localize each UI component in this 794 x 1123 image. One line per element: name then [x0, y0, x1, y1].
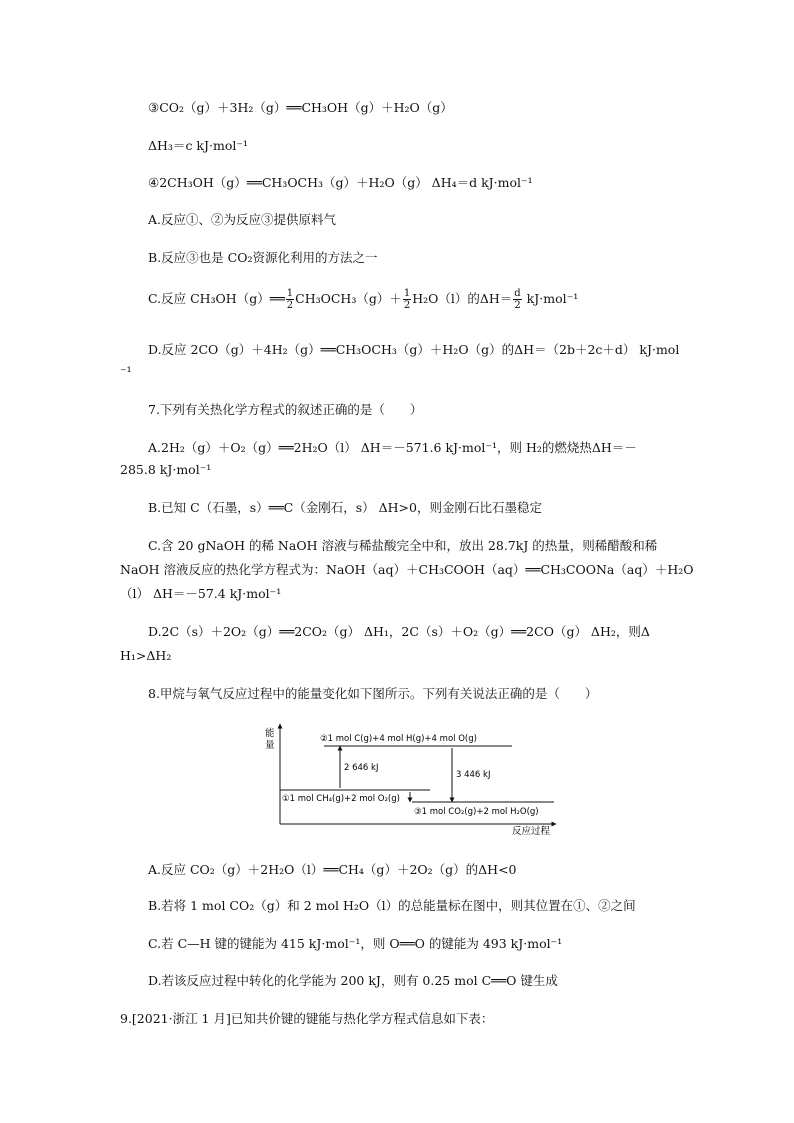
q6-option-a: A.反应①、②为反应③提供原料气: [148, 212, 337, 227]
energy-diagram: [262, 720, 562, 838]
q6-option-d-cont: ⁻¹: [120, 364, 132, 379]
q9-stem: 9.[2021·浙江 1 月]已知共价键的键能与热化学方程式信息如下表：: [120, 1011, 494, 1026]
fraction-denominator: 2: [514, 300, 521, 311]
q7-stem: 7.下列有关热化学方程式的叙述正确的是（ ）: [148, 402, 423, 417]
q6-option-b: B.反应③也是 CO₂资源化利用的方法之一: [148, 250, 378, 265]
q6-c-text-1: C.反应 CH₃OH（g）══: [148, 291, 285, 306]
energy-level-3-label: ③1 mol CO₂(g)+2 mol H₂O(g): [414, 807, 539, 817]
q6-c-text-3: H₂O（l）的ΔH＝: [412, 291, 513, 306]
x-axis-label: 反应过程: [512, 826, 551, 837]
y-axis-label-2: 量: [265, 740, 275, 751]
q6-c-text-4: kJ·mol⁻¹: [522, 291, 579, 306]
y-axis-label-1: 能: [265, 728, 275, 739]
fraction-half-2: [403, 288, 411, 311]
q8-option-d: D.若该反应过程中转化的化学能为 200 kJ，则有 0.25 mol C══O 键生成: [148, 973, 558, 988]
q8-option-b: B.若将 1 mol CO₂（g）和 2 mol H₂O（l）的总能量标在图中，则其位置在①、②之间: [148, 898, 636, 913]
q6-c-text-2: CH₃OCH₃（g）＋: [295, 291, 402, 306]
reaction-4: ④2CH₃OH（g）══CH₃OCH₃（g）＋H₂O（g） ΔH₄＝d kJ·mol⁻¹: [148, 175, 533, 190]
fraction-numerator: 1: [403, 288, 411, 299]
q7-option-d-cont: H₁>ΔH₂: [120, 648, 172, 663]
gap-label-2: 3 446 kJ: [456, 770, 491, 780]
q7-option-a: A.2H₂（g）＋O₂（g）══2H₂O（l） ΔH＝－571.6 kJ·mol⁻¹，则 H₂的燃烧热ΔH＝－: [148, 440, 637, 455]
q8-option-c: C.若 C—H 键的键能为 415 kJ·mol⁻¹，则 O══O 的键能为 493 kJ·mol⁻¹: [148, 936, 563, 951]
fraction-d-half: [513, 288, 521, 311]
energy-level-1-label: ①1 mol CH₄(g)+2 mol O₂(g): [282, 794, 400, 804]
q7-option-c: C.含 20 gNaOH 的稀 NaOH 溶液与稀盐酸完全中和，放出 28.7kJ 的热量，则稀醋酸和稀: [148, 538, 658, 553]
reaction-3: ③CO₂（g）＋3H₂（g）══CH₃OH（g）＋H₂O（g）: [148, 100, 453, 115]
q8-option-a: A.反应 CO₂（g）＋2H₂O（l）══CH₄（g）＋2O₂（g）的ΔH<0: [148, 862, 517, 877]
q7-option-c-cont2: （l） ΔH＝－57.4 kJ·mol⁻¹: [120, 586, 282, 601]
gap-label-1: 2 646 kJ: [344, 763, 379, 773]
energy-level-2-label: ②1 mol C(g)+4 mol H(g)+4 mol O(g): [320, 734, 477, 744]
q7-option-b: B.已知 C（石墨，s）══C（金刚石，s） ΔH>0，则金刚石比石墨稳定: [148, 500, 542, 515]
fraction-half-1: [286, 288, 294, 311]
q8-stem: 8.甲烷与氧气反应过程中的能量变化如下图所示。下列有关说法正确的是（ ）: [148, 686, 598, 701]
q7-option-d: D.2C（s）＋2O₂（g）══2CO₂（g） ΔH₁，2C（s）＋O₂（g）══2CO（g） ΔH₂，则Δ: [148, 624, 650, 639]
fraction-numerator: d: [514, 288, 521, 299]
q7-option-a-cont: 285.8 kJ·mol⁻¹: [120, 462, 212, 477]
reaction-3-enthalpy: ΔH₃＝c kJ·mol⁻¹: [148, 138, 248, 153]
fraction-denominator: 2: [286, 300, 294, 311]
q6-option-d: D.反应 2CO（g）＋4H₂（g）══CH₃OCH₃（g）＋H₂O（g）的ΔH＝（2b＋2c＋d） kJ·mol: [148, 342, 680, 357]
q6-option-c: [148, 288, 578, 311]
q7-option-c-cont: NaOH 溶液反应的热化学方程式为：NaOH（aq）＋CH₃COOH（aq）══CH₃COONa（aq）＋H₂O: [120, 562, 694, 577]
fraction-numerator: 1: [286, 288, 294, 299]
fraction-denominator: 2: [403, 300, 411, 311]
